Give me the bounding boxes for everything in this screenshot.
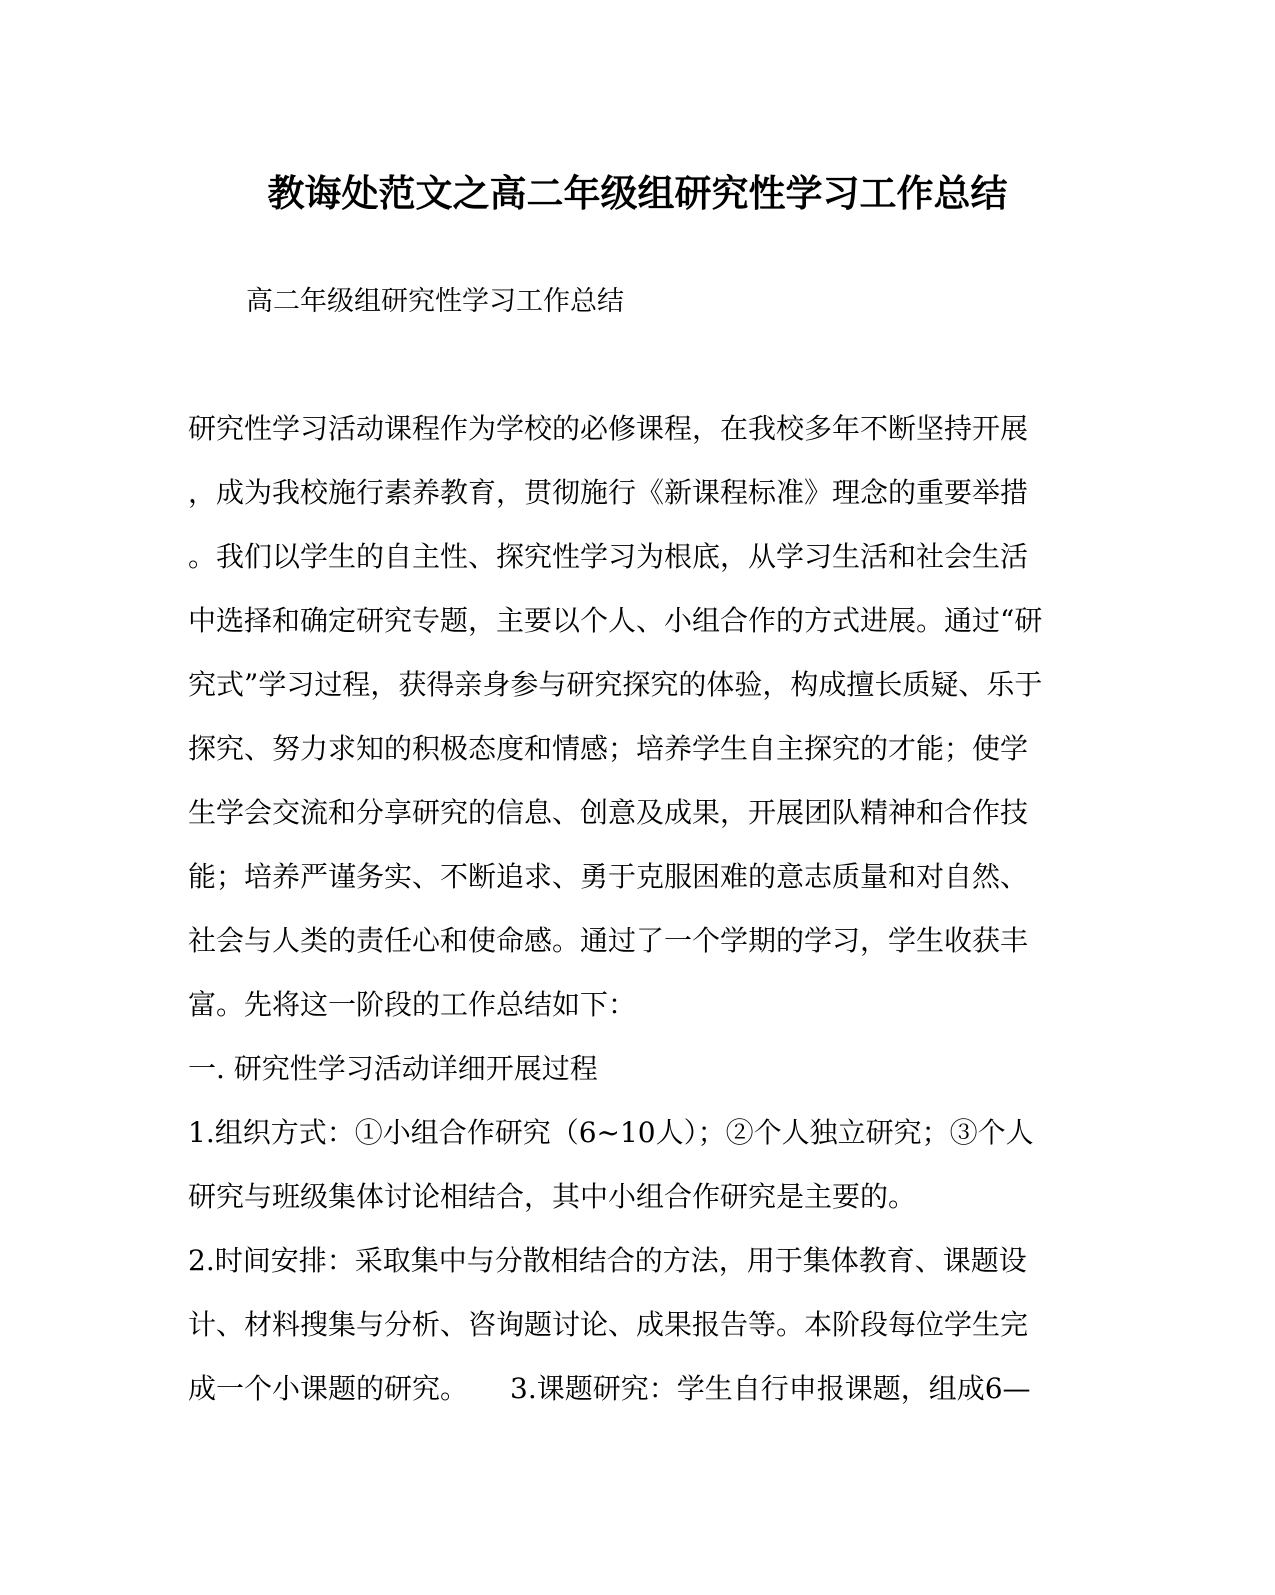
body-line: 富。先将这一阶段的工作总结如下： (188, 988, 637, 1021)
body-line: 中选择和确定研究专题，主要以个人、小组合作的方式进展。通过“研 (188, 604, 1043, 637)
body-line: 探究、努力求知的积极态度和情感；培养学生自主探究的才能；使学 (188, 732, 1029, 765)
body-line: 社会与人类的责任心和使命感。通过了一个学期的学习，学生收获丰 (188, 924, 1029, 957)
body-line: 能；培养严谨务实、不断追求、勇于克服困难的意志质量和对自然、 (188, 860, 1029, 893)
document-body (188, 407, 1068, 1431)
body-line: 研究与班级集体讨论相结合，其中小组合作研究是主要的。 (188, 1180, 917, 1213)
body-line: 计、材料搜集与分析、咨询题讨论、成果报告等。本阶段每位学生完 (188, 1308, 1029, 1341)
document-subtitle: 高二年级组研究性学习工作总结 (246, 286, 624, 317)
body-line: 生学会交流和分享研究的信息、创意及成果，开展团队精神和合作技 (188, 796, 1029, 829)
body-line: 。我们以学生的自主性、探究性学习为根底，从学习生活和社会生活 (188, 540, 1029, 573)
body-line: ，成为我校施行素养教育，贯彻施行《新课程标准》理念的重要举措 (188, 476, 1029, 509)
body-line: 1.组织方式：①小组合作研究（6~10人）；②个人独立研究；③个人 (188, 1116, 1034, 1149)
body-line: 究式”学习过程，获得亲身参与研究探究的体验，构成擅长质疑、乐于 (188, 668, 1043, 701)
document-title: 教诲处范文之高二年级组研究性学习工作总结 (267, 171, 1008, 215)
body-line: 研究性学习活动课程作为学校的必修课程，在我校多年不断坚持开展 (188, 412, 1029, 445)
body-line: 2.时间安排：采取集中与分散相结合的方法，用于集体教育、课题设 (188, 1244, 1027, 1277)
body-line: 成一个小课题的研究。 3.课题研究：学生自行申报课题，组成6— (188, 1372, 1031, 1405)
section-heading: 一. 研究性学习活动详细开展过程 (188, 1052, 598, 1085)
